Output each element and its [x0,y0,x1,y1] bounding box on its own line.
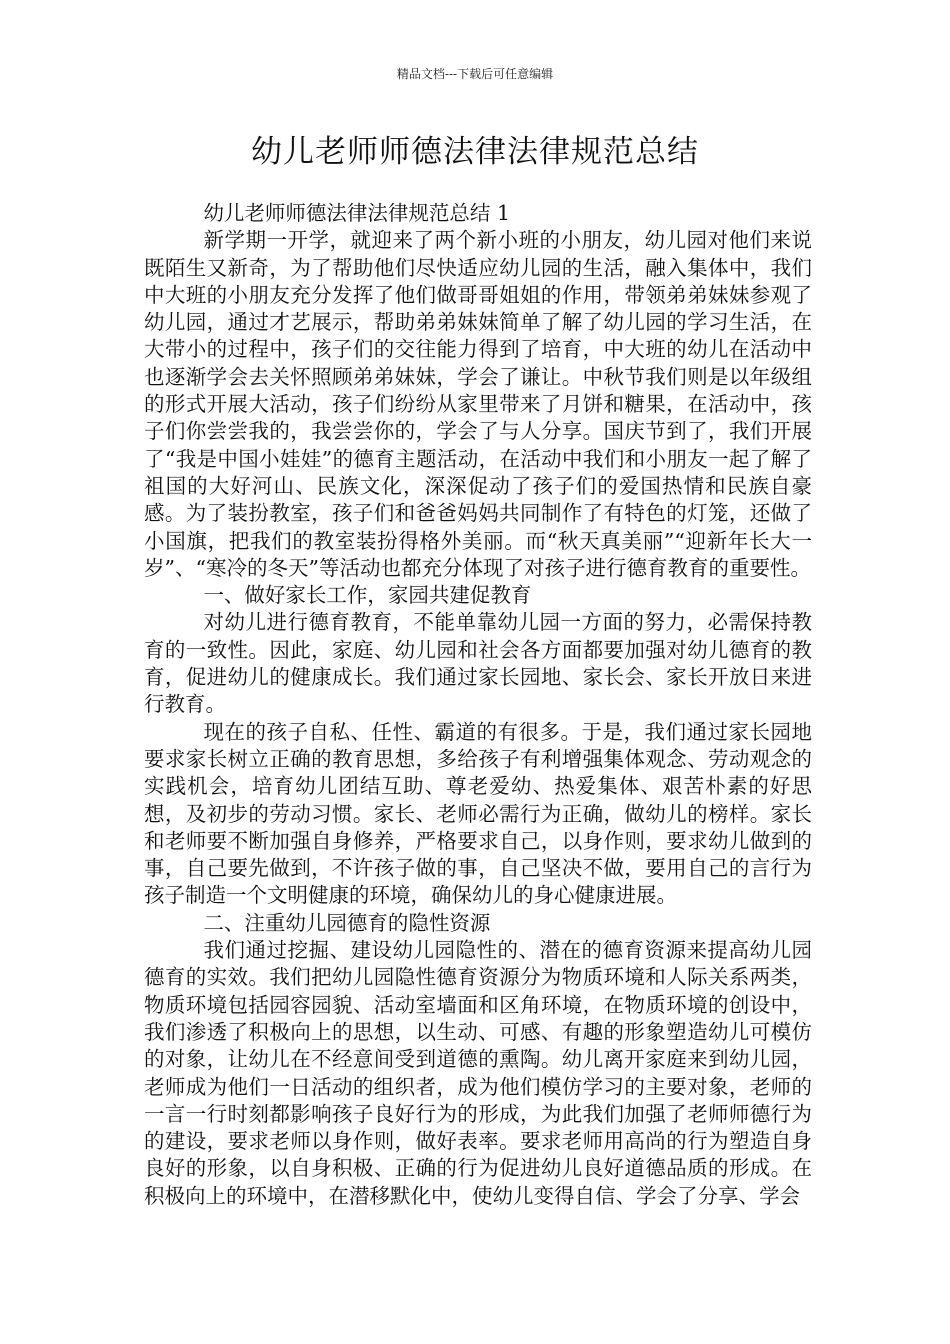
paragraph-section-1a: 对幼儿进行德育教育，不能单靠幼儿园一方面的努力，必需保持教育的一致性。因此，家庭、幼儿园和社会各方面都要加强对幼儿德育的教育，促进幼儿的健康成长。我们通过家长园地、家长会、家长开放日来进行教育。 [144,610,812,717]
page-header: 精品文档---下载后可任意编辑 [396,67,554,81]
document-title: 幼儿老师师德法律法律规范总结 [251,134,699,170]
document-body [144,200,812,1210]
paragraph-section-2a: 我们通过挖掘、建设幼儿园隐性的、潜在的德育资源来提高幼儿园德育的实效。我们把幼儿园隐性德育资源分为物质环境和人际关系两类，物质环境包括园容园貌、活动室墙面和区角环境，在物质环境的创设中，我们渗透了积极向上的思想，以生动、可感、有趣的形象塑造幼儿可模仿的对象，让幼儿在不经意间受到道德的熏陶。幼儿离开家庭来到幼儿园，老师成为他们一日活动的组织者，成为他们模仿学习的主要对象，老师的一言一行时刻都影响孩子良好行为的形成，为此我们加强了老师师德行为的建设，要求老师以身作则，做好表率。要求老师用高尚的行为塑造自身良好的形象，以自身积极、正确的行为促进幼儿良好道德品质的形成。在积极向上的环境中，在潜移默化中，使幼儿变得自信、学会了分享、学会 [144,938,812,1208]
document-subtitle: 幼儿老师师德法律法律规范总结 1 [203,201,510,225]
section-heading-2: 二、注重幼儿园德育的隐性资源 [203,910,491,935]
paragraph-intro: 新学期一开学，就迎来了两个新小班的小朋友，幼儿园对他们来说既陌生又新奇，为了帮助他们尽快适应幼儿园的生活，融入集体中，我们中大班的小朋友充分发挥了他们做哥哥姐姐的作用，带领弟弟妹妹参观了幼儿园，通过才艺展示，帮助弟弟妹妹简单了解了幼儿园的学习生活，在大带小的过程中，孩子们的交往能力得到了培育，中大班的幼儿在活动中也逐渐学会去关怀照顾弟弟妹妹，学会了谦让。中秋节我们则是以年级组的形式开展大活动，孩子们纷纷从家里带来了月饼和糖果，在活动中，孩子们你尝尝我的，我尝尝你的，学会了与人分享。国庆节到了，我们开展了“我是中国小娃娃”的德育主题活动，在活动中我们和小朋友一起了解了祖国的大好河山、民族文化，深深促动了孩子们的爱国热情和民族自豪感。为了装扮教室，孩子们和爸爸妈妈共同制作了有特色的灯笼，还做了小国旗，把我们的教室装扮得格外美丽。而“秋天真美丽”“迎新年长大一岁”、“寒冷的冬天”等活动也都充分体现了对孩子进行德育教育的重要性。 [144,228,812,580]
paragraph-section-1b: 现在的孩子自私、任性、霸道的有很多。于是，我们通过家长园地要求家长树立正确的教育思想，多给孩子有利增强集体观念、劳动观念的实践机会，培育幼儿团结互助、尊老爱幼、热爱集体、艰苦朴素的好思想，及初步的劳动习惯。家长、老师必需行为正确，做幼儿的榜样。家长和老师要不断加强自身修养，严格要求自己，以身作则，要求幼儿做到的事，自己要先做到，不许孩子做的事，自己坚决不做，要用自己的言行为孩子制造一个文明健康的环境，确保幼儿的身心健康进展。 [144,719,812,908]
section-heading-1: 一、做好家长工作，家园共建促教育 [203,583,532,608]
